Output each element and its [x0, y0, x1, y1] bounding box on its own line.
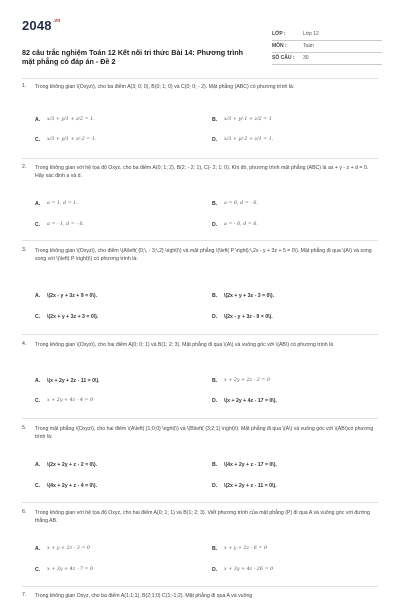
question-text: Trong không gian \(Oxyz\), cho điểm \(A\left( {0;\, - 3;\,2} \right)\) và mặt phẳng \(\left( P \right):\,2x - y + 3z + 5 = 0\). Mặt phẳng đi qua \(A\) và song song với \(\left( P \right)\) có phương trình là: [35, 248, 372, 262]
document-title: 82 câu trắc nghiệm Toán 12 Kết nối tri thức Bài 14: Phương trình mặt phẳng có đáp án - Đề 2 [22, 48, 244, 66]
meta-table [272, 29, 382, 65]
divider [22, 502, 378, 503]
question-2: 2. Trong không gian với hệ tọa độ Oxyz, cho ba điểm A(0; 1; 2), B(2; - 2; 1), C(- 2; 1; 0). Khi đó, phương trình mặt phẳng (ABC) là ax + y - z + d = 0. Hãy xác định a và d. A. a = 1, d = 1. B. a = 6, d = - 6. C. a = - 1, d = - 6. D. a = - 6, d = 6. [22, 164, 378, 234]
question-1: 1. Trong không gian \(Oxyz\), cho ba điểm A(3; 0; 0), B(0; 1; 0) và C(0; 0; - 2). Mặt phẳng (ABC) có phương trình là: A. x/3 + y/1 + z/2 = 1. B. x/3 + y/-1 + z/2 = 1 C. x/3 + y/1 + z/-2 = 1. D. x/3 + y/-2 + z/1 = 1. [22, 83, 378, 153]
divider [22, 334, 378, 335]
question-text: Trong không gian với hệ tọa độ Oxyz, cho hai điểm A(0; 1; 1) và B(1; 2; 3). Viết phương trình của mặt phẳng (P) đi qua A và vuông góc với đường thẳng AB. [35, 510, 370, 524]
document-header [22, 18, 382, 70]
question-text: Trong không gian với hệ tọa độ Oxyz, cho ba điểm A(0; 1; 2), B(2; - 2; 1), C(- 2; 1; 0). Khi đó, phương trình mặt phẳng (ABC) là ax + y - z + d = 0. Hãy xác định a và d. [35, 165, 369, 179]
question-text: Trong mặt phẳng \(Oxyz\), cho hai điểm \(A\left( {1;0;0} \right)\) và \(B\left( {3;2;1} \right)\). Mặt phẳng đi qua \(A\) và vuông góc với \(AB\)có phương trình là: [35, 426, 374, 440]
question-7: 7. Trong không gian Oxyz, cho ba điểm A(1;1;1), B(2;1;0) C(1;-1;2). Mặt phẳng đi qua A và vuông [22, 592, 378, 600]
divider [22, 240, 378, 241]
meta-row-class: LỚP : Lớp 12 [272, 29, 382, 41]
meta-row-count: SỐ CÂU : 30 [272, 53, 382, 65]
meta-row-subject: MÔN : Toán [272, 41, 382, 53]
question-5: 5. Trong mặt phẳng \(Oxyz\), cho hai điểm \(A\left( {1;0;0} \right)\) và \(B\left( {3;2;1} \right)\). Mặt phẳng đi qua \(A\) và vuông góc với \(AB\)có phương trình là: A. \(2x + 2y + z - 2 = 0\). B. \(4x + 2y + z - 17 = 0\). C. \(4x + 2y + z - 4 = 0\). D. \(2x + 2y + z - 11 = 0\). [22, 425, 378, 495]
question-4: 4. Trong không gian \(Oxyz\), cho hai điểm A(0; 0; 1) và B(1; 2; 3). Mặt phẳng đi qua \(A\) và vuông góc với \(AB\) có phương trình là A. \(x + 2y + 2z - 11 = 0\). B. x + 2y + 2z - 2 = 0 C. x + 2y + 4z - 4 = 0 D. \(x + 2y + 4z - 17 = 0\). [22, 341, 378, 411]
question-text: Trong không gian \(Oxyz\), cho ba điểm A(3; 0; 0), B(0; 1; 0) và C(0; 0; - 2). Mặt phẳng (ABC) có phương trình là: [35, 84, 295, 90]
divider [22, 586, 378, 587]
site-logo[interactable]: $2048^{.vn}$ [22, 18, 61, 33]
question-text: Trong không gian Oxyz, cho ba điểm A(1;1;1), B(2;1;0) C(1;-1;2). Mặt phẳng đi qua A và vuông [35, 593, 253, 599]
question-text: Trong không gian \(Oxyz\), cho hai điểm A(0; 0; 1) và B(1; 2; 3). Mặt phẳng đi qua \(A\) và vuông góc với \(AB\) có phương trình là [35, 342, 334, 348]
divider [22, 418, 378, 419]
divider [22, 158, 378, 159]
question-6: 6. Trong không gian với hệ tọa độ Oxyz, cho hai điểm A(0; 1; 1) và B(1; 2; 3). Viết phương trình của mặt phẳng (P) đi qua A và vuông góc với đường thẳng AB. A. x + y + 2z - 3 = 0 B. x + y + 2z - 6 = 0 C. x + 3y + 4z - 7 = 0 D. x + 3y + 4z - 26 = 0 [22, 509, 378, 579]
divider [22, 78, 378, 79]
question-3: 3. Trong không gian \(Oxyz\), cho điểm \(A\left( {0;\, - 3;\,2} \right)\) và mặt phẳng \(\left( P \right):\,2x - y + 3z + 5 = 0\). Mặt phẳng đi qua \(A\) và song song với \(\left( P \right)\) có phương trình là: A. \(2x - y + 3z + 9 = 0\). B. \(2x + y + 3z - 3 = 0\). C. \(2x + y + 3z + 3 = 0\). D. \(2x - y + 3z - 9 = 0\). [22, 247, 378, 327]
